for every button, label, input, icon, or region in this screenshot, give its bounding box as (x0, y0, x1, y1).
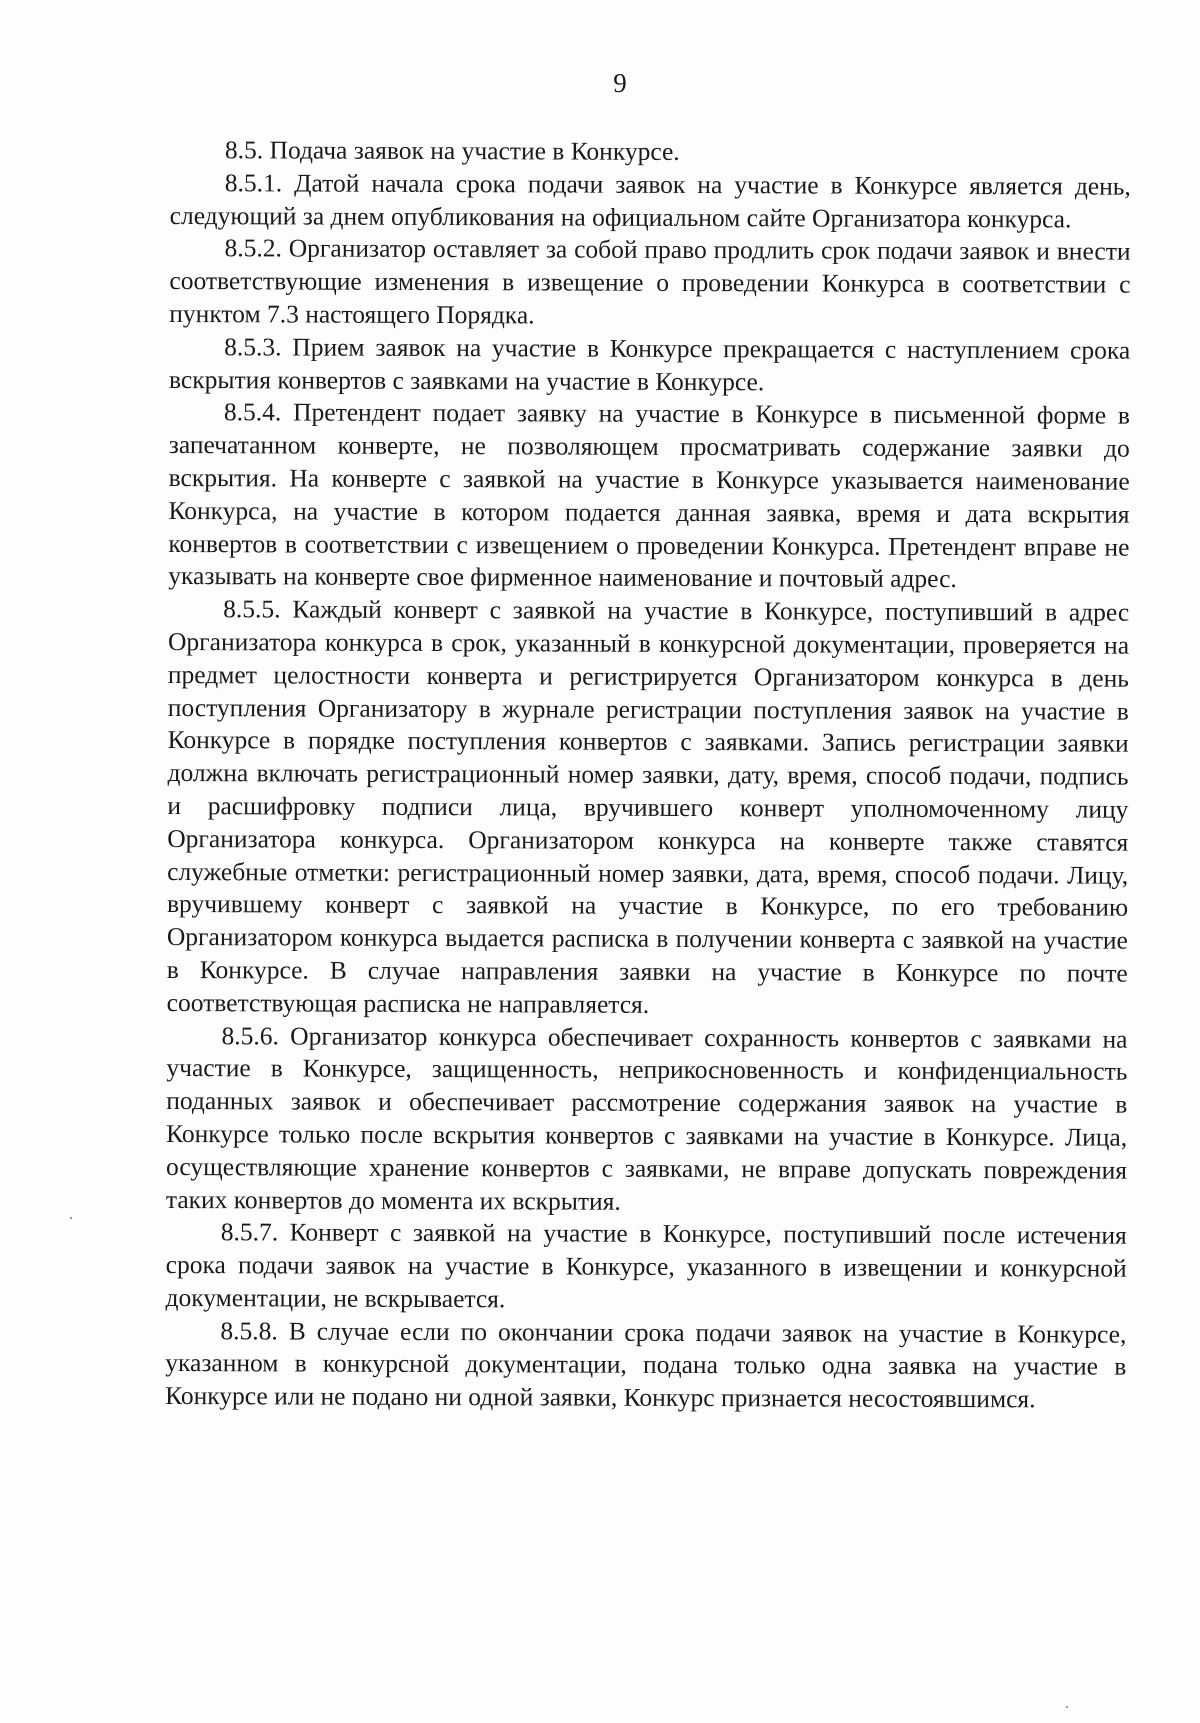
paragraph-8-5-8: 8.5.8. В случае если по окончании срока подачи заявок на участие в Конкурсе, указанном в конкурсной документации, подана только одна заявка на участие в Конкурсе или не подано ни одной заявки, Конкурс признается несостоявшимся. (165, 1315, 1127, 1414)
paragraph-8-5-1: 8.5.1. Датой начала срока подачи заявок на участие в Конкурсе является день, следующий за днем опубликования на официальном сайте Организатора конкурса. (169, 168, 1131, 234)
paragraph-8-5-7: 8.5.7. Конверт с заявкой на участие в Конкурсе, поступивший после истечения срока подачи заявок на участие в Конкурсе, указанного в извещении и конкурсной документации, не вскрывается. (165, 1217, 1127, 1314)
paragraph-8-5-2: 8.5.2. Организатор оставляет за собой право продлить срок подачи заявок и внести соответствующие изменения в извещение о проведении Конкурса в соответствии с пунктом 7.3 настоящего Порядка. (169, 233, 1131, 330)
paragraph-8-5-4: 8.5.4. Претендент подает заявку на участие в Конкурсе в письменной форме в запечатанном конверте, не позволяющем просматривать содержание заявки до вскрытия. На конверте с заявкой на участие в Конкурсе указывается наименование Конкурса, на участие в котором подается данная заявка, время и дата вскрытия конвертов в соответствии с извещением о проведении Конкурса. Претендент вправе не указывать на конверте свое фирменное наименование и почтовый адрес. (168, 397, 1130, 594)
section-heading-8-5: 8.5. Подача заявок на участие в Конкурсе. (224, 135, 680, 166)
scan-speck (1066, 1706, 1068, 1708)
scan-speck (70, 1217, 72, 1219)
paragraph-8-5-6: 8.5.6. Организатор конкурса обеспечивает сохранность конвертов с заявками на участие в Конкурсе, защищенность, неприкосновенность и конфиденциальность поданных заявок и обеспечивает рассмотрение содержания заявок на участие в Конкурсе только после вскрытия конвертов с заявками на участие в Конкурсе. Лица, осуществляющие хранение конвертов с заявками, не вправе допускать повреждения таких конвертов до момента их вскрытия. (165, 1020, 1128, 1216)
paragraph-8-5-5: 8.5.5. Каждый конверт с заявкой на участие в Конкурсе, поступивший в адрес Организатора конкурса в срок, указанный в конкурсной документации, проверяется на предмет целостности конверта и регистрируется Организатором конкурса в день поступления Организатору в журнале регистрации поступления заявок на участие в Конкурсе в порядке поступления конвертов с заявками. Запись регистрации заявки должна включать регистрационный номер заявки, дату, время, способ подачи, подпись и расшифровку подписи лица, вручившего конверт уполномоченному лицу Организатора конкурса. Организатором конкурса на конверте также ставятся служебные отметки: регистрационный номер заявки, дата, время, способ подачи. Лицу, вручившему конверт с заявкой на участие в Конкурсе, по его требованию Организатором конкурса выдается расписка в получении конверта с заявкой на участие в Конкурсе. В случае направления заявки на участие в Конкурсе по почте соответствующая расписка не направляется. (166, 594, 1130, 1019)
page-number: 9 (613, 68, 627, 98)
document-body (165, 134, 1131, 1417)
paragraph-8-5-3: 8.5.3. Прием заявок на участие в Конкурсе прекращается с наступлением срока вскрытия конвертов с заявками на участие в Конкурсе. (169, 331, 1131, 396)
